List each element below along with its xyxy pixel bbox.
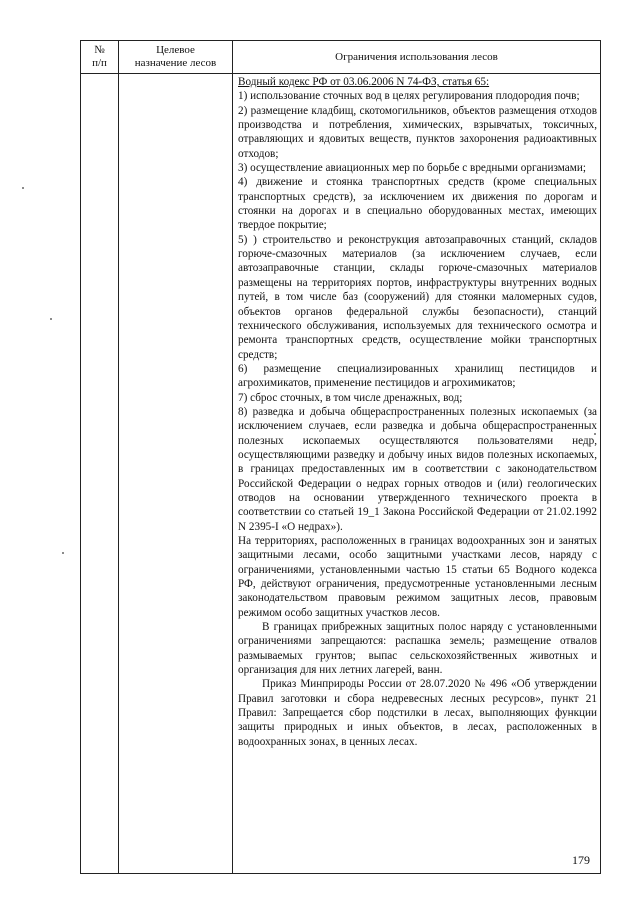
- restriction-item-8: 8) разведка и добыча общераспространенных полезных ископаемых (за исключением случаев, если разведка и добыча общераспространенных полезных ископаемых осуществляются пользователями недр, осуществляющими разведку и добычу иных видов полезных ископаемых, в границах предоставленных им в соответствии с законодательством Российской Федерации о недрах горных отводов и (или) геологических отводов на основании утвержденного технического проекта в соответствии со статьей 19_1 Закона Российской Федерации от 21.02.1992 N 2395-I «О недрах»).: [238, 405, 597, 533]
- scan-speck: [22, 187, 24, 189]
- cell-number: [81, 74, 119, 874]
- header-restrictions: [233, 41, 601, 74]
- restriction-item-7: 7) сброс сточных, в том числе дренажных, вод;: [238, 391, 463, 404]
- coastal-strip-paragraph: В границах прибрежных защитных полос наряду с установленными ограничениями запрещаются: распашка земель; размещение отвалов размываемых грунтов; выпас сельскохозяйственных животных и организация для них летних лагерей, ванн.: [238, 621, 597, 677]
- header-purpose: [119, 41, 233, 74]
- restriction-item-1: 1) использование сточных вод в целях регулирования плодородия почв;: [238, 90, 580, 103]
- ministry-order-paragraph: Приказ Минприроды России от 28.07.2020 № 496 «Об утверждении Правил заготовки и сбора недревесных лесных ресурсов», пункт 21 Правил: Запрещается сбор подстилки в лесах, выполняющих функции защиты природных и иных объектов, в лесах, расположенных в водоохранных зонах, в ценных лесах.: [238, 678, 597, 748]
- table-header-row: [81, 41, 601, 74]
- restriction-item-3: 3) осуществление авиационных мер по борьбе с вредными организмами;: [238, 162, 586, 175]
- restriction-item-2: 2) размещение кладбищ, скотомогильников, объектов размещения отходов производства и потребления, химических, взрывчатых, токсичных, отравляющих и ядовитых веществ, пунктов захоронения радиоактивных отходов;: [238, 104, 597, 160]
- scan-speck: [62, 552, 64, 554]
- cell-purpose: [119, 74, 233, 874]
- restriction-item-4: 4) движение и стоянка транспортных средств (кроме специальных транспортных средств), за исключением их движения по дорогам и стоянки на дорогах и в специально оборудованных местах, имеющих твердое покрытие;: [238, 176, 597, 232]
- header-number-label: № п/п: [92, 44, 107, 69]
- water-code-heading: Водный кодекс РФ от 03.06.2006 N 74-ФЗ, статья 65:: [238, 76, 490, 88]
- cell-restrictions: [233, 74, 601, 874]
- restriction-item-6: 6) размещение специализированных хранилищ пестицидов и агрохимикатов, применение пестицидов и агрохимикатов;: [238, 362, 597, 390]
- restriction-item-5: 5) ) строительство и реконструкция автозаправочных станций, складов горюче-смазочных материалов (за исключением случаев, если автозаправочные станции, склады горюче-смазочных материалов размещены на территориях портов, инфраструктуры внутренних водных путей, в том числе баз (сооружений) для стоянки маломерных судов, объектов органов федеральной службы безопасности), станций технического обслуживания, используемых для технического осмотра и ремонта транспортных средств, осуществление мойки транспортных средств;: [238, 233, 597, 361]
- table-row: [81, 74, 601, 874]
- water-zone-paragraph: На территориях, расположенных в границах водоохранных зон и занятых защитными лесами, особо защитными участками лесов, наряду с ограничениями, установленными частью 15 статьи 65 Водного кодекса РФ, действуют ограничения, предусмотренные установленными лесным законодательством правовым режимом защитных лесов, правовым режимом особо защитных участков лесов.: [238, 535, 597, 619]
- scan-speck: [594, 433, 596, 435]
- header-purpose-label: Целевое назначение лесов: [134, 44, 217, 69]
- header-number: [81, 41, 119, 74]
- header-restrictions-label: Ограничения использования лесов: [335, 50, 498, 63]
- page-number: 179: [572, 853, 590, 867]
- restrictions-table: [80, 40, 601, 874]
- scan-speck: [50, 318, 52, 320]
